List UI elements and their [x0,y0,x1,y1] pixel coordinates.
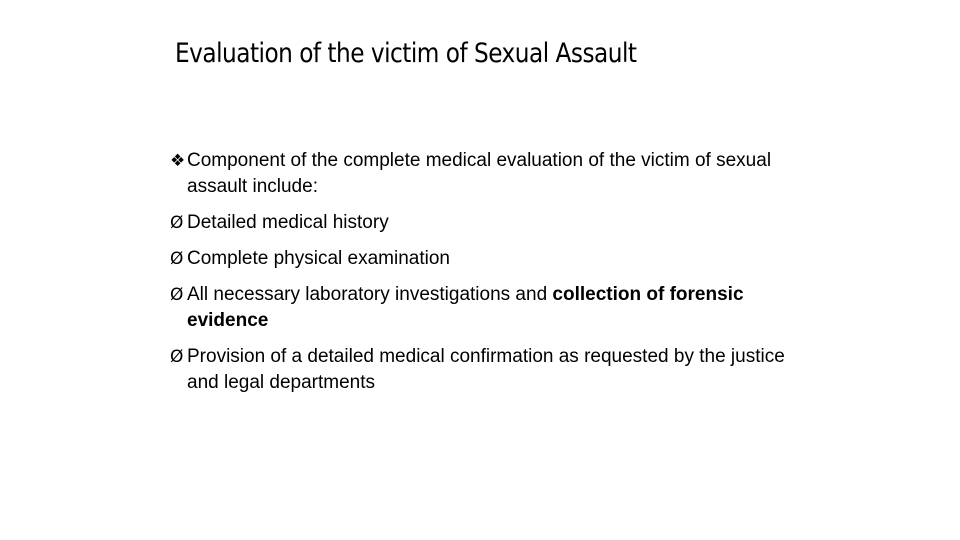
intro-item [170,148,810,200]
slide-content [170,148,810,406]
arrow-bullet-icon: Ø [170,285,184,305]
arrow-bullet-icon: Ø [170,249,184,269]
diamond-bullet-icon: ❖ [170,151,186,171]
list-item-text: Complete physical examination [187,248,450,269]
arrow-bullet-icon: Ø [170,213,184,233]
arrow-bullet-icon: Ø [170,347,184,367]
list-item [170,344,810,396]
list-item-text: Detailed medical history [187,212,389,233]
list-item [170,210,810,236]
list-item [170,282,810,334]
list-item-text: Provision of a detailed medical confirmation as requested by the justice and legal departments [187,346,785,393]
list-item [170,246,810,272]
intro-text: Component of the complete medical evaluation of the victim of sexual assault include: [187,150,772,197]
slide-title: Evaluation of the victim of Sexual Assault [175,38,637,69]
list-item-text: All necessary laboratory investigations and [187,284,553,305]
list-item-bold-text: collection of forensic evidence [187,284,744,331]
